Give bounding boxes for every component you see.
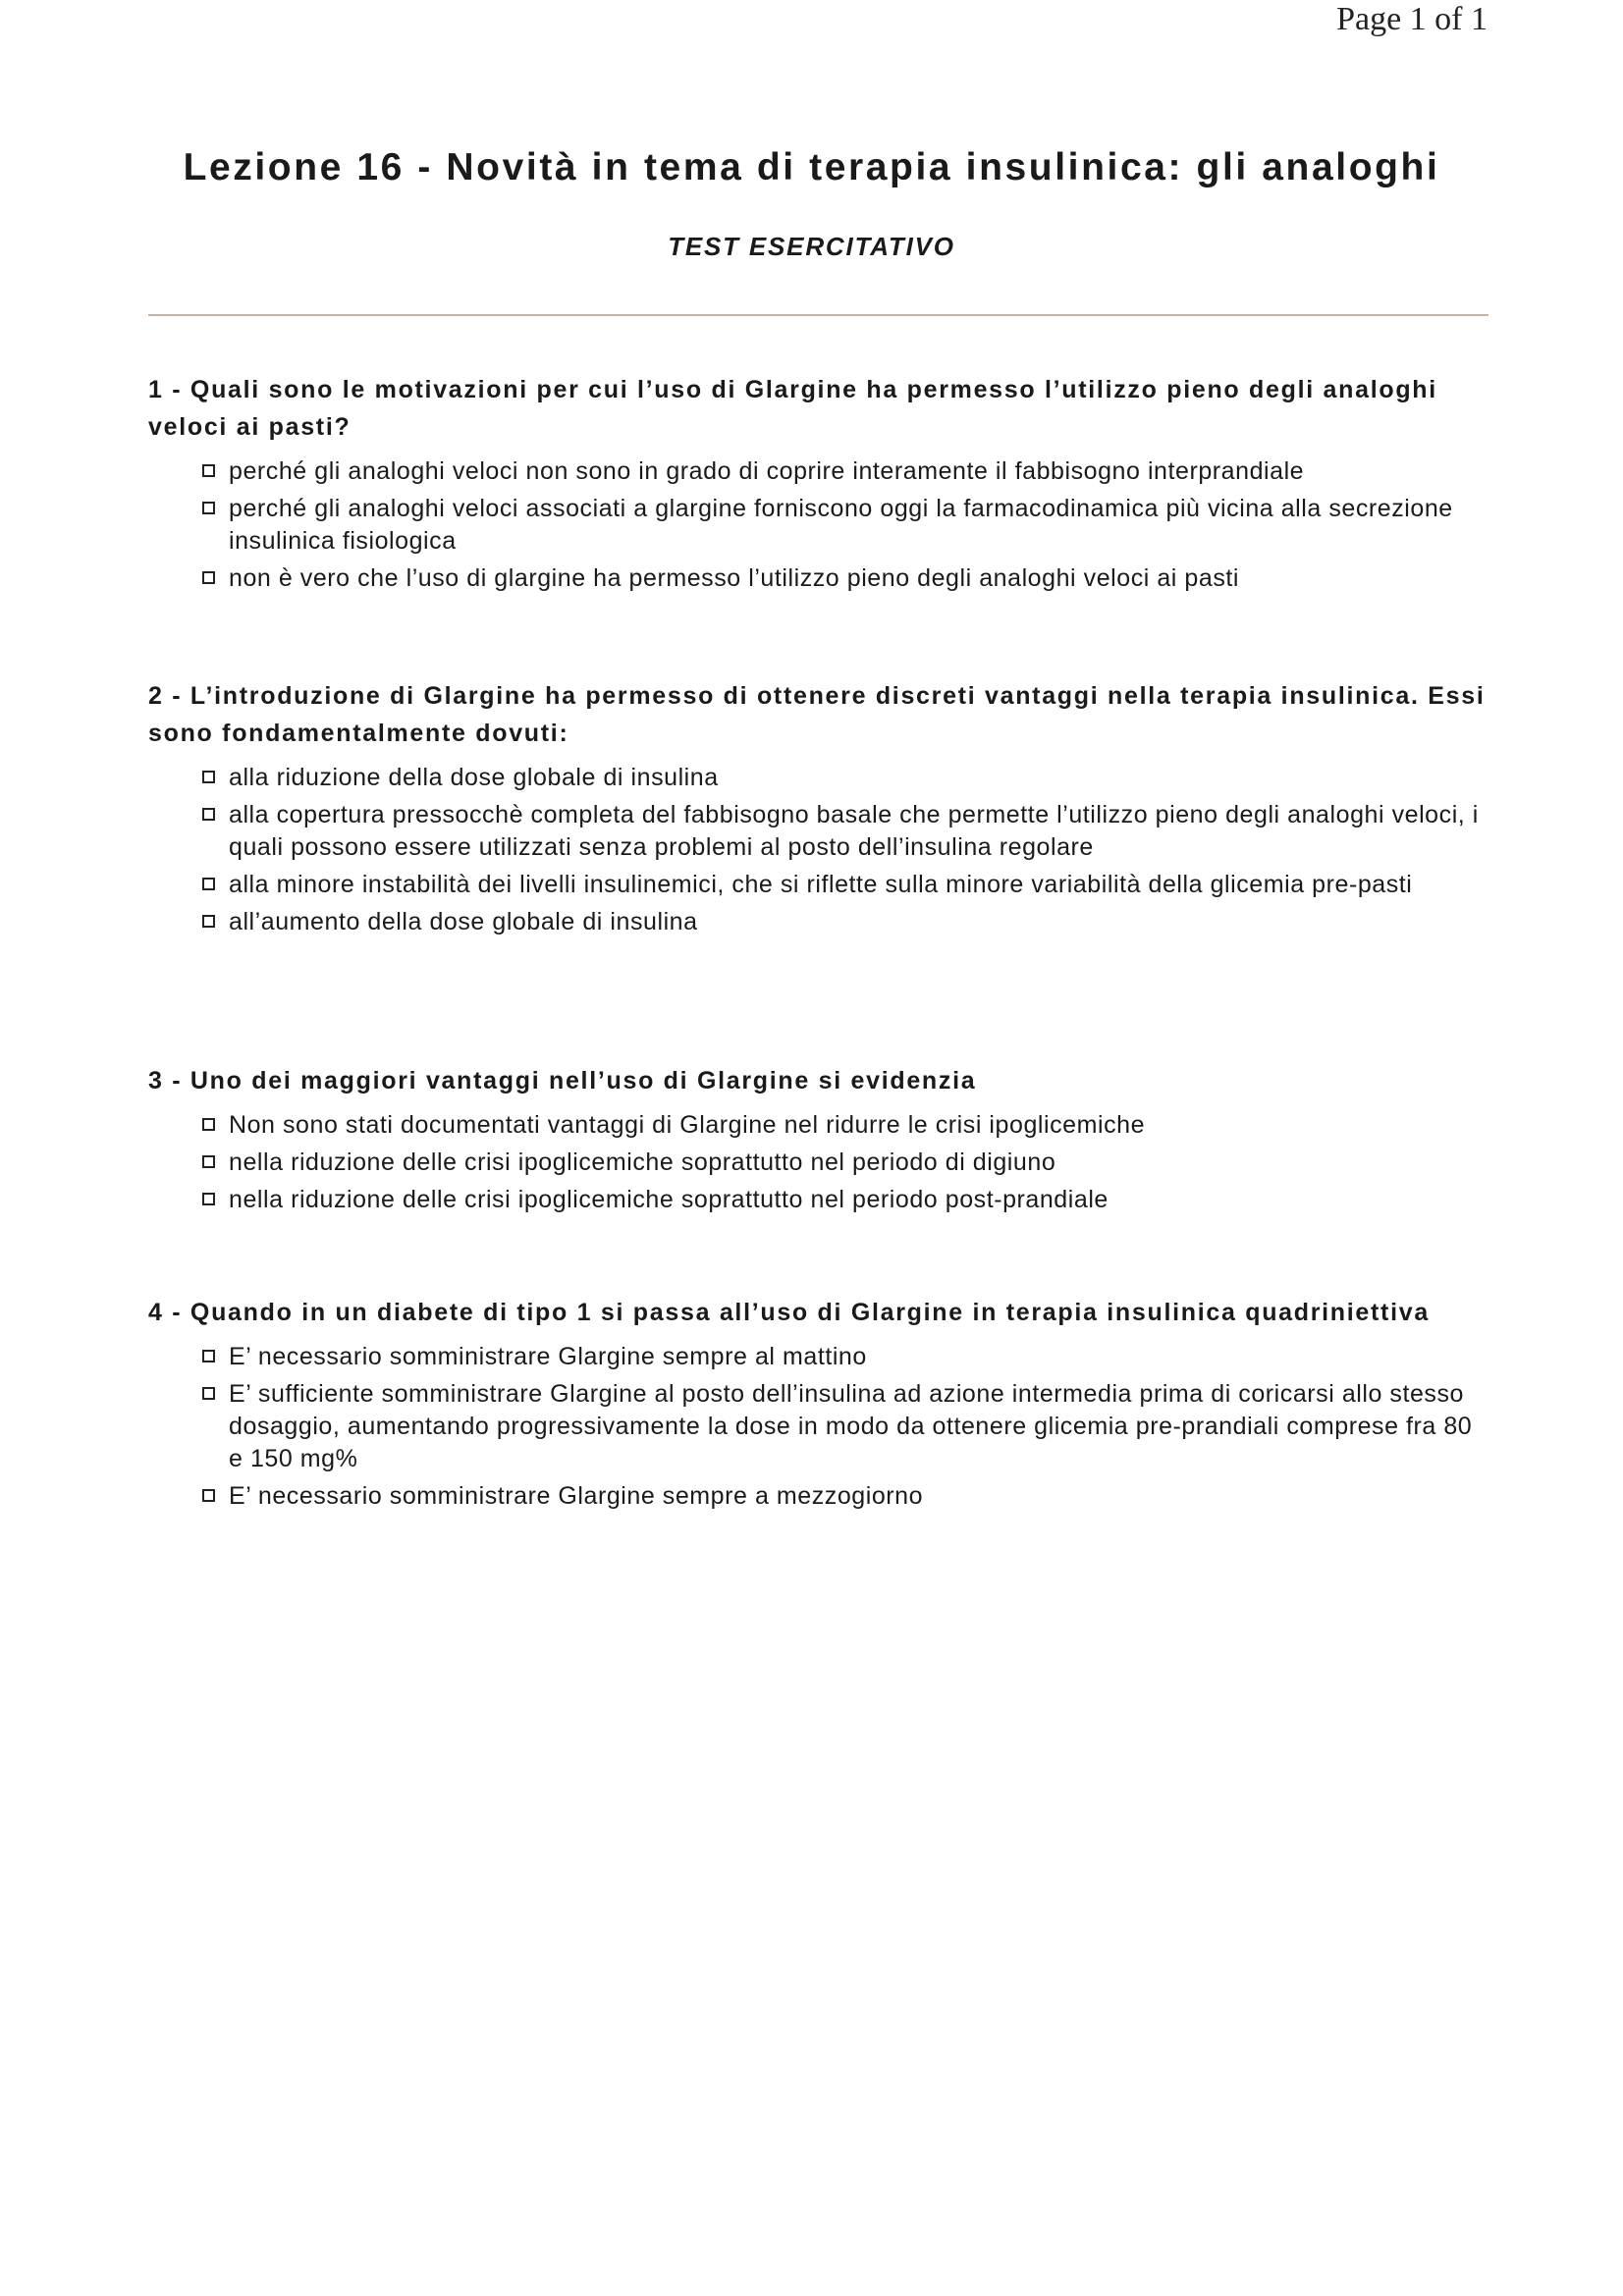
checkbox-icon[interactable]	[202, 1155, 215, 1168]
answer-label: E’ necessario somministrare Glargine sempre a mezzogiorno	[229, 1482, 924, 1510]
answer-label: Non sono stati documentati vantaggi di Glargine nel ridurre le crisi ipoglicemiche	[229, 1111, 1146, 1139]
checkbox-icon[interactable]	[202, 1118, 215, 1131]
checkbox-icon[interactable]	[202, 1489, 215, 1502]
checkbox-icon[interactable]	[202, 571, 215, 584]
answer-option[interactable]	[202, 1147, 1493, 1179]
question-text: 3 - Uno dei maggiori vantaggi nell’uso di Glargine si evidenzia	[148, 1067, 977, 1095]
answer-label: non è vero che l’uso di glargine ha permesso l’utilizzo pieno degli analoghi veloci ai pasti	[229, 564, 1239, 592]
question-text: 4 - Quando in un diabete di tipo 1 si passa all’uso di Glargine in terapia insulinica quadriniettiva	[148, 1299, 1430, 1326]
checkbox-icon[interactable]	[202, 808, 215, 821]
answer-options	[148, 455, 1493, 595]
question-text: 2 - L’introduzione di Glargine ha permesso di ottenere discreti vantaggi nella terapia insulinica. Essi sono fondamentalmente dovuti:	[148, 682, 1486, 747]
answer-label: all’aumento della dose globale di insulina	[229, 908, 698, 935]
title-divider	[148, 314, 1488, 316]
checkbox-icon[interactable]	[202, 464, 215, 477]
checkbox-icon[interactable]	[202, 878, 215, 890]
question-text: 1 - Quali sono le motivazioni per cui l’uso di Glargine ha permesso l’utilizzo pieno degli analoghi veloci ai pasti?	[148, 376, 1437, 441]
checkbox-icon[interactable]	[202, 915, 215, 928]
answer-option[interactable]	[202, 493, 1493, 558]
answer-options	[148, 1109, 1493, 1216]
answer-option[interactable]	[202, 455, 1493, 488]
answer-label: alla riduzione della dose globale di insulina	[229, 764, 719, 791]
answer-options	[148, 1341, 1493, 1513]
answer-label: perché gli analoghi veloci associati a glargine forniscono oggi la farmacodinamica più vicina alla secrezione insulinica fisiologica	[229, 495, 1453, 555]
page-title: Lezione 16 - Novità in tema di terapia insulinica: gli analoghi	[183, 146, 1440, 188]
answer-label: E’ necessario somministrare Glargine sempre al mattino	[229, 1343, 867, 1370]
checkbox-icon[interactable]	[202, 1193, 215, 1205]
answer-option[interactable]	[202, 1184, 1493, 1216]
answer-option[interactable]	[202, 1109, 1493, 1142]
question-2	[148, 677, 1493, 943]
answer-label: alla copertura pressocchè completa del fabbisogno basale che permette l’utilizzo pieno degli analoghi veloci, i quali possono essere utilizzati senza problemi al posto dell’insulina regolare	[229, 801, 1479, 861]
checkbox-icon[interactable]	[202, 502, 215, 514]
answer-label: perché gli analoghi veloci non sono in grado di coprire interamente il fabbisogno interprandiale	[229, 457, 1305, 485]
page-subtitle: TEST ESERCITATIVO	[668, 232, 955, 261]
answer-option[interactable]	[202, 1480, 1493, 1513]
question-1	[148, 371, 1493, 600]
checkbox-icon[interactable]	[202, 1387, 215, 1400]
answer-option[interactable]	[202, 562, 1493, 595]
answer-label: alla minore instabilità dei livelli insulinemici, che si riflette sulla minore variabilità della glicemia pre-pasti	[229, 871, 1413, 898]
answer-label: nella riduzione delle crisi ipoglicemiche soprattutto nel periodo post-prandiale	[229, 1186, 1109, 1213]
answer-options	[148, 762, 1493, 938]
answer-option[interactable]	[202, 1341, 1493, 1373]
answer-option[interactable]	[202, 1378, 1493, 1475]
answer-option[interactable]	[202, 906, 1493, 938]
page-number: Page 1 of 1	[1336, 1, 1488, 37]
checkbox-icon[interactable]	[202, 771, 215, 783]
question-3	[148, 1062, 1493, 1221]
question-4	[148, 1294, 1493, 1518]
answer-option[interactable]	[202, 762, 1493, 794]
checkbox-icon[interactable]	[202, 1350, 215, 1362]
answer-label: nella riduzione delle crisi ipoglicemiche soprattutto nel periodo di digiuno	[229, 1148, 1056, 1176]
answer-option[interactable]	[202, 799, 1493, 864]
answer-label: E’ sufficiente somministrare Glargine al posto dell’insulina ad azione intermedia prima di coricarsi allo stesso dosaggio, aumentando progressivamente la dose in modo da ottenere glicemia pre-prandiali comprese fra 80 e 150 mg%	[229, 1380, 1473, 1472]
answer-option[interactable]	[202, 869, 1493, 901]
